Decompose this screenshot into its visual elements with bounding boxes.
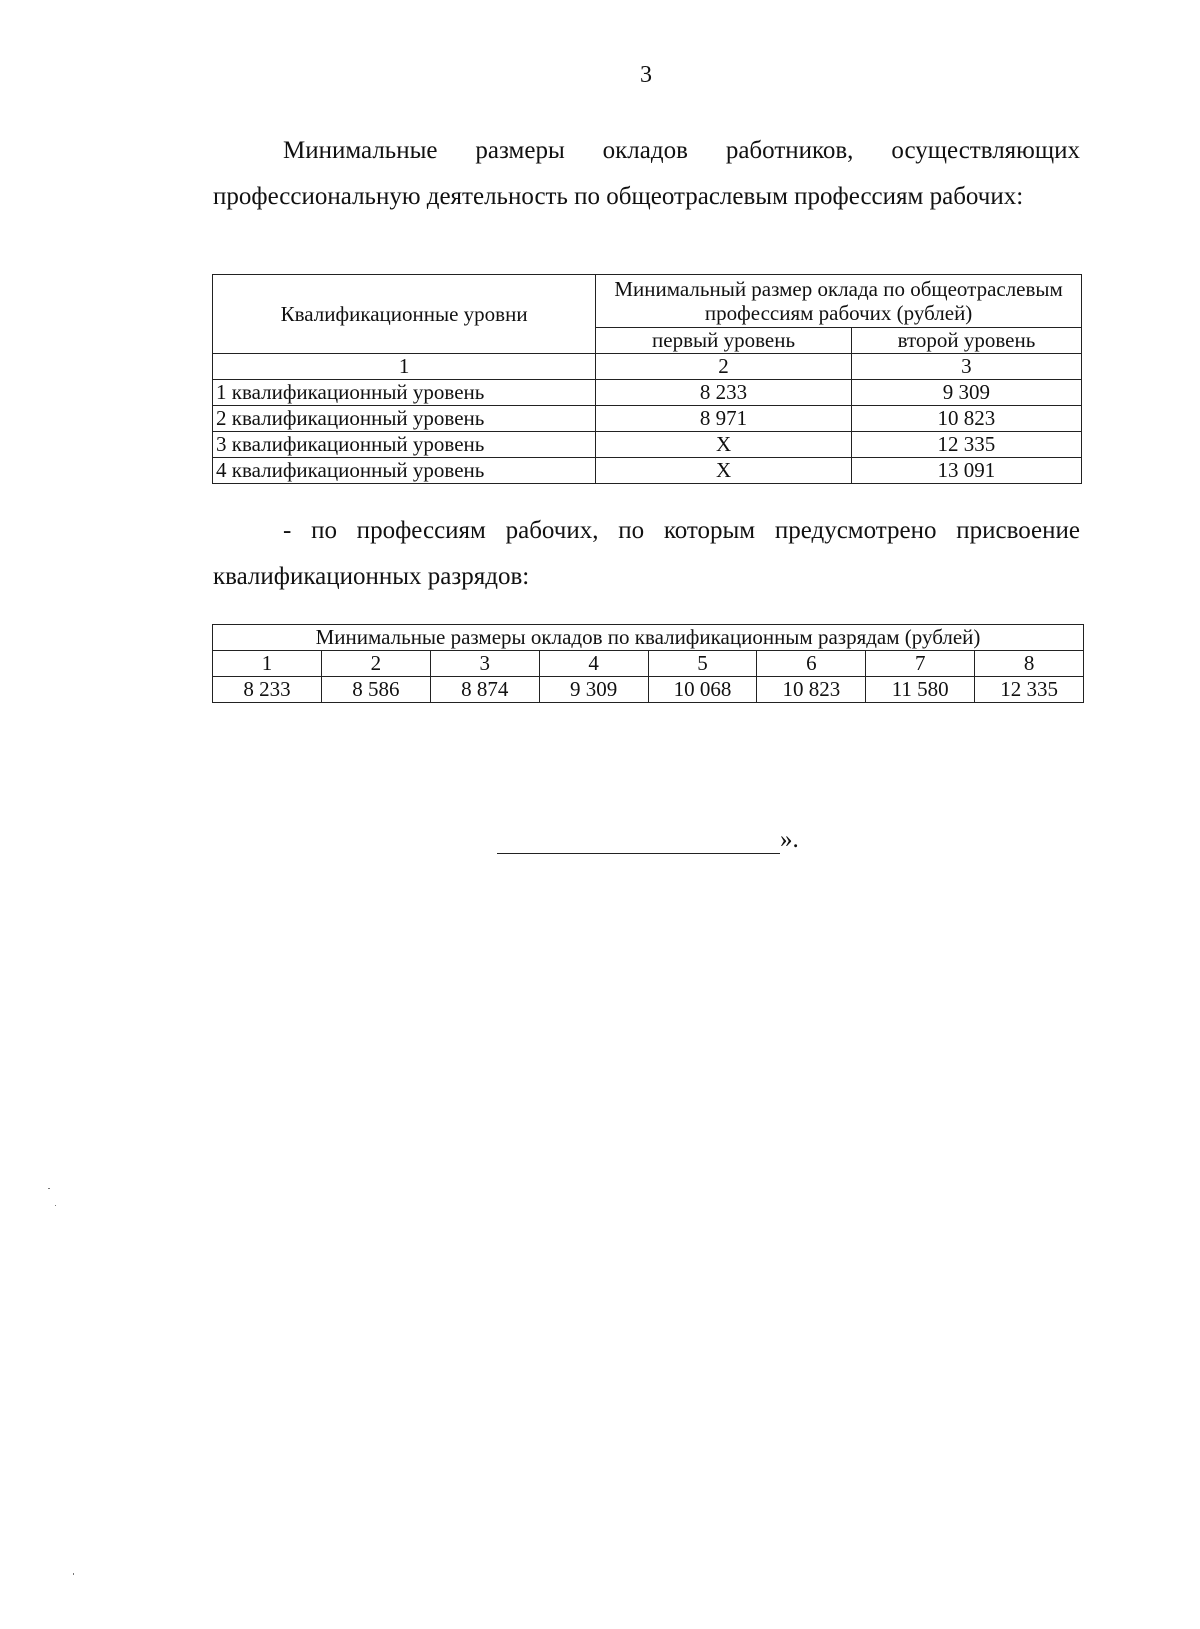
grade-number: 8 [975,651,1084,677]
second-level-cell: 10 823 [851,406,1081,432]
level-cell: 1 квалификационный уровень [213,380,596,406]
first-level-cell: Х [596,432,852,458]
table-header-row [213,625,1084,651]
level-cell: 4 квалификационный уровень [213,458,596,484]
grade-value: 8 586 [321,677,430,703]
grade-value: 9 309 [539,677,648,703]
grade-value: 12 335 [975,677,1084,703]
column-number-row [213,354,1082,380]
second-level-cell: 9 309 [851,380,1081,406]
grades-header: Минимальные размеры окладов по квалификационным разрядам (рублей) [213,625,1084,651]
grade-value: 10 823 [757,677,866,703]
table-row [213,380,1082,406]
level-cell: 2 квалификационный уровень [213,406,596,432]
grade-number: 6 [757,651,866,677]
first-level-cell: 8 233 [596,380,852,406]
grade-value: 8 233 [213,677,322,703]
second-level-cell: 12 335 [851,432,1081,458]
grade-value: 11 580 [866,677,975,703]
grade-value-row [213,677,1084,703]
header-levels: Квалификационные уровни [213,275,596,354]
col-number: 2 [596,354,852,380]
table-row [213,458,1082,484]
paragraph-intro: Минимальные размеры окладов работников, осуществляющих профессиональную деятельность по общеотраслевым профессиям рабочих: [213,137,1080,210]
closing-quote: ». [780,826,799,853]
second-level-cell: 13 091 [851,458,1081,484]
col-number: 1 [213,354,596,380]
grade-number: 4 [539,651,648,677]
header-second-level: второй уровень [851,328,1081,354]
scan-speck [73,1573,74,1575]
table-header-row [213,275,1082,328]
table-row [213,406,1082,432]
scan-speck [48,1188,50,1189]
grade-number: 5 [648,651,757,677]
first-level-cell: Х [596,458,852,484]
col-number: 3 [851,354,1081,380]
scan-speck [55,1205,56,1206]
grades-table [212,624,1084,703]
page-number: 3 [640,62,652,88]
signature-line [497,827,780,854]
level-cell: 3 квалификационный уровень [213,432,596,458]
first-level-cell: 8 971 [596,406,852,432]
salary-levels-table [212,274,1082,484]
grade-value: 8 874 [430,677,539,703]
closing-mark [497,826,799,854]
header-first-level: первый уровень [596,328,852,354]
grade-number: 2 [321,651,430,677]
grade-number: 7 [866,651,975,677]
paragraph-grades: - по профессиям рабочих, по которым предусмотрено присвоение квалификационных разрядов: [213,517,1080,590]
grade-number-row [213,651,1084,677]
header-salary: Минимальный размер оклада по общеотраслевым профессиям рабочих (рублей) [596,275,1082,328]
table-row [213,432,1082,458]
grade-number: 3 [430,651,539,677]
grade-value: 10 068 [648,677,757,703]
grade-number: 1 [213,651,322,677]
